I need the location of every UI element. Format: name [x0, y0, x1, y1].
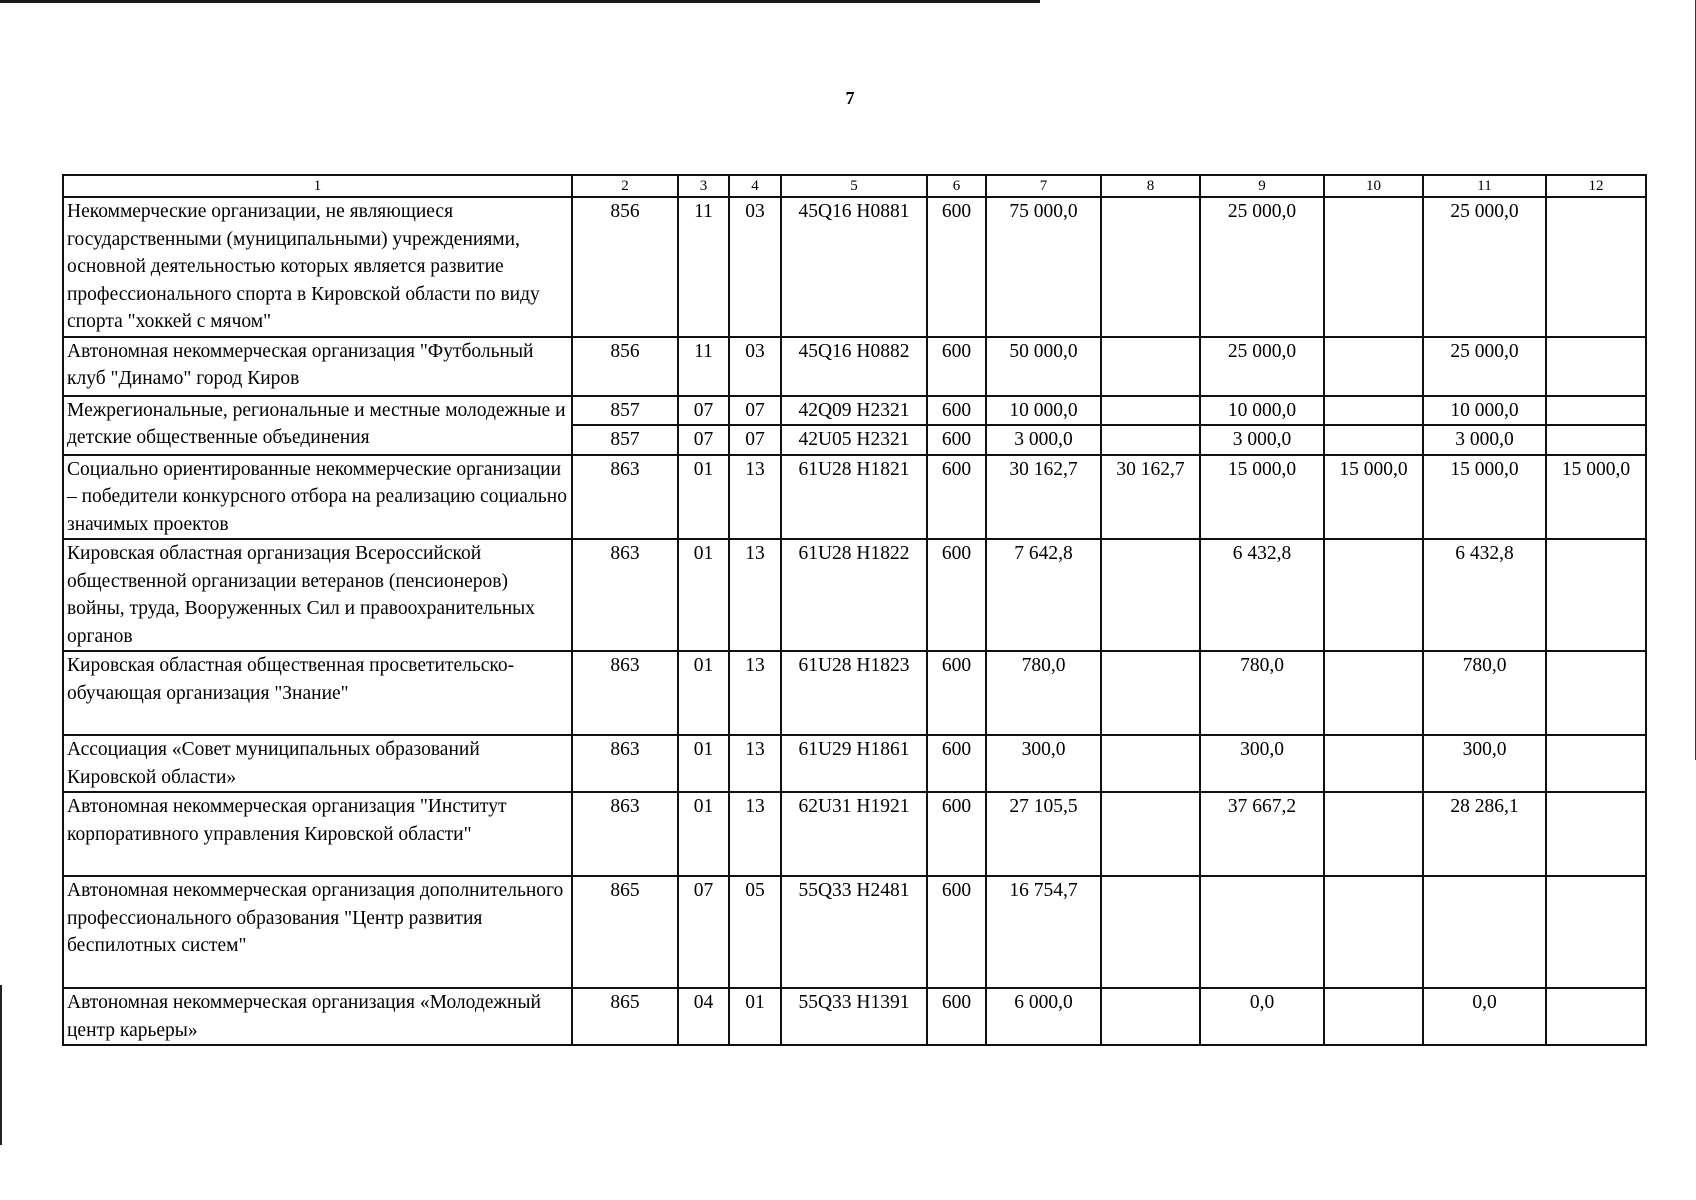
- organization-name: Межрегиональные, региональные и местные молодежные и детские общественные объединения: [63, 396, 572, 455]
- table-cell: 600: [927, 455, 986, 540]
- table-cell: [1101, 876, 1200, 988]
- column-header: 2: [572, 175, 678, 197]
- table-cell: 25 000,0: [1423, 337, 1546, 396]
- table-cell: [1324, 396, 1423, 426]
- table-cell: 3 000,0: [1423, 425, 1546, 455]
- table-cell: 600: [927, 651, 986, 735]
- table-cell: 37 667,2: [1200, 792, 1324, 876]
- column-header: 6: [927, 175, 986, 197]
- table-cell: 15 000,0: [1324, 455, 1423, 540]
- table-cell: 600: [927, 425, 986, 455]
- column-header: 10: [1324, 175, 1423, 197]
- organization-name: Кировская областная общественная просветительско-обучающая организация "Знание": [63, 651, 572, 735]
- table-cell: 25 000,0: [1200, 337, 1324, 396]
- table-cell: 6 432,8: [1423, 539, 1546, 651]
- table-cell: 600: [927, 988, 986, 1045]
- table-row: [63, 792, 1646, 876]
- table-cell: 42Q09 H2321: [781, 396, 927, 426]
- table-row: [63, 337, 1646, 396]
- organization-name: Социально ориентированные некоммерческие организации – победители конкурсного отбора на реализацию социально значимых проектов: [63, 455, 572, 540]
- table-cell: 50 000,0: [986, 337, 1101, 396]
- table-cell: 16 754,7: [986, 876, 1101, 988]
- table-cell: 856: [572, 197, 678, 337]
- table-cell: 13: [729, 792, 781, 876]
- table-cell: [1324, 792, 1423, 876]
- table-cell: 07: [678, 396, 729, 426]
- table-cell: 600: [927, 735, 986, 792]
- table-cell: 11: [678, 337, 729, 396]
- column-header: 11: [1423, 175, 1546, 197]
- organization-name: Ассоциация «Совет муниципальных образований Кировской области»: [63, 735, 572, 792]
- table-cell: 01: [678, 455, 729, 540]
- table-cell: [1546, 988, 1646, 1045]
- table-cell: 07: [678, 425, 729, 455]
- table-cell: [1101, 425, 1200, 455]
- table-cell: [1324, 651, 1423, 735]
- table-cell: 55Q33 H2481: [781, 876, 927, 988]
- organization-name: Автономная некоммерческая организация «Молодежный центр карьеры»: [63, 988, 572, 1045]
- table-row: [63, 197, 1646, 337]
- table-cell: 03: [729, 197, 781, 337]
- table-cell: 780,0: [1200, 651, 1324, 735]
- table-cell: 865: [572, 988, 678, 1045]
- table-cell: 6 432,8: [1200, 539, 1324, 651]
- table-cell: 42U05 H2321: [781, 425, 927, 455]
- table-cell: 3 000,0: [1200, 425, 1324, 455]
- table-cell: [1546, 337, 1646, 396]
- table-header-row: [63, 175, 1646, 197]
- table-row: [63, 539, 1646, 651]
- table-cell: 7 642,8: [986, 539, 1101, 651]
- table-cell: 600: [927, 539, 986, 651]
- table-cell: 04: [678, 988, 729, 1045]
- table-cell: 863: [572, 735, 678, 792]
- table-cell: 75 000,0: [986, 197, 1101, 337]
- table-cell: [1324, 735, 1423, 792]
- table-cell: 600: [927, 337, 986, 396]
- column-header: 8: [1101, 175, 1200, 197]
- table-cell: 600: [927, 792, 986, 876]
- table-cell: 10 000,0: [1200, 396, 1324, 426]
- table-cell: 863: [572, 792, 678, 876]
- scan-edge-top: [0, 0, 1040, 3]
- table-cell: 07: [729, 396, 781, 426]
- table-cell: 13: [729, 455, 781, 540]
- table-cell: 01: [678, 651, 729, 735]
- table-cell: 30 162,7: [1101, 455, 1200, 540]
- column-header: 5: [781, 175, 927, 197]
- column-header: 12: [1546, 175, 1646, 197]
- table-cell: 863: [572, 539, 678, 651]
- table-cell: [1200, 876, 1324, 988]
- table-cell: 600: [927, 197, 986, 337]
- table-cell: 3 000,0: [986, 425, 1101, 455]
- table-cell: [1546, 539, 1646, 651]
- table-cell: [1101, 735, 1200, 792]
- table-cell: 27 105,5: [986, 792, 1101, 876]
- organization-name: Автономная некоммерческая организация "Институт корпоративного управления Кировской области": [63, 792, 572, 876]
- table-cell: [1546, 396, 1646, 426]
- table-cell: 25 000,0: [1423, 197, 1546, 337]
- table-cell: 6 000,0: [986, 988, 1101, 1045]
- table-row: [63, 651, 1646, 735]
- table-cell: 07: [678, 876, 729, 988]
- table-cell: [1546, 651, 1646, 735]
- table-cell: 05: [729, 876, 781, 988]
- table-row: [63, 455, 1646, 540]
- table-cell: 15 000,0: [1546, 455, 1646, 540]
- table-row: [63, 396, 1646, 426]
- table-cell: 62U31 H1921: [781, 792, 927, 876]
- table-cell: 857: [572, 425, 678, 455]
- table-cell: 600: [927, 396, 986, 426]
- table-cell: 10 000,0: [1423, 396, 1546, 426]
- table-cell: 13: [729, 651, 781, 735]
- table-cell: 600: [927, 876, 986, 988]
- table-cell: 03: [729, 337, 781, 396]
- organization-name: Автономная некоммерческая организация "Футбольный клуб "Динамо" город Киров: [63, 337, 572, 396]
- table-cell: [1101, 197, 1200, 337]
- table-cell: [1546, 792, 1646, 876]
- table-cell: 55Q33 H1391: [781, 988, 927, 1045]
- table-cell: 13: [729, 539, 781, 651]
- table-cell: [1546, 197, 1646, 337]
- table-cell: 780,0: [1423, 651, 1546, 735]
- table-cell: 11: [678, 197, 729, 337]
- table-cell: 61U28 H1823: [781, 651, 927, 735]
- table-cell: [1324, 988, 1423, 1045]
- table-cell: [1423, 876, 1546, 988]
- table-cell: 07: [729, 425, 781, 455]
- table-cell: 01: [678, 792, 729, 876]
- table-cell: 61U29 H1861: [781, 735, 927, 792]
- table-cell: 13: [729, 735, 781, 792]
- column-header: 4: [729, 175, 781, 197]
- table-cell: 61U28 H1822: [781, 539, 927, 651]
- table-row: [63, 876, 1646, 988]
- column-header: 1: [63, 175, 572, 197]
- table-row: [63, 735, 1646, 792]
- scan-edge-left: [0, 985, 2, 1145]
- organization-name: Некоммерческие организации, не являющиеся государственными (муниципальными) учреждениями, основной деятельностью которых является развитие профессионального спорта в Кировской области по виду спорта "хоккей с мячом": [63, 197, 572, 337]
- table-cell: [1324, 425, 1423, 455]
- table-cell: [1101, 539, 1200, 651]
- table-cell: 10 000,0: [986, 396, 1101, 426]
- table-cell: [1101, 337, 1200, 396]
- table-cell: [1324, 539, 1423, 651]
- column-header: 9: [1200, 175, 1324, 197]
- table-cell: [1101, 988, 1200, 1045]
- table-row: [63, 988, 1646, 1045]
- table-cell: [1324, 876, 1423, 988]
- table-cell: 0,0: [1423, 988, 1546, 1045]
- page-number: 7: [845, 88, 855, 108]
- table-cell: 300,0: [986, 735, 1101, 792]
- table-cell: [1101, 651, 1200, 735]
- table-cell: 25 000,0: [1200, 197, 1324, 337]
- column-header: 3: [678, 175, 729, 197]
- table-cell: [1101, 396, 1200, 426]
- table-cell: 01: [678, 735, 729, 792]
- table-cell: 0,0: [1200, 988, 1324, 1045]
- table-cell: 300,0: [1200, 735, 1324, 792]
- table-cell: 30 162,7: [986, 455, 1101, 540]
- table-cell: 857: [572, 396, 678, 426]
- table-cell: [1101, 792, 1200, 876]
- table-cell: 45Q16 H0881: [781, 197, 927, 337]
- table-cell: 865: [572, 876, 678, 988]
- table-cell: 28 286,1: [1423, 792, 1546, 876]
- table-cell: 856: [572, 337, 678, 396]
- column-header: 7: [986, 175, 1101, 197]
- table-cell: 01: [678, 539, 729, 651]
- table-cell: 45Q16 H0882: [781, 337, 927, 396]
- table-cell: 61U28 H1821: [781, 455, 927, 540]
- table-cell: 01: [729, 988, 781, 1045]
- table-cell: 863: [572, 455, 678, 540]
- table-cell: 780,0: [986, 651, 1101, 735]
- table-cell: 15 000,0: [1423, 455, 1546, 540]
- table-cell: [1546, 876, 1646, 988]
- budget-table: [62, 174, 1647, 1046]
- table-cell: [1324, 337, 1423, 396]
- table-cell: 300,0: [1423, 735, 1546, 792]
- table-cell: [1546, 425, 1646, 455]
- table-cell: 863: [572, 651, 678, 735]
- organization-name: Кировская областная организация Всероссийской общественной организации ветеранов (пенсионеров) войны, труда, Вооруженных Сил и правоохранительных органов: [63, 539, 572, 651]
- organization-name: Автономная некоммерческая организация дополнительного профессионального образования "Центр развития беспилотных систем": [63, 876, 572, 988]
- table-cell: [1324, 197, 1423, 337]
- table-cell: 15 000,0: [1200, 455, 1324, 540]
- table-cell: [1546, 735, 1646, 792]
